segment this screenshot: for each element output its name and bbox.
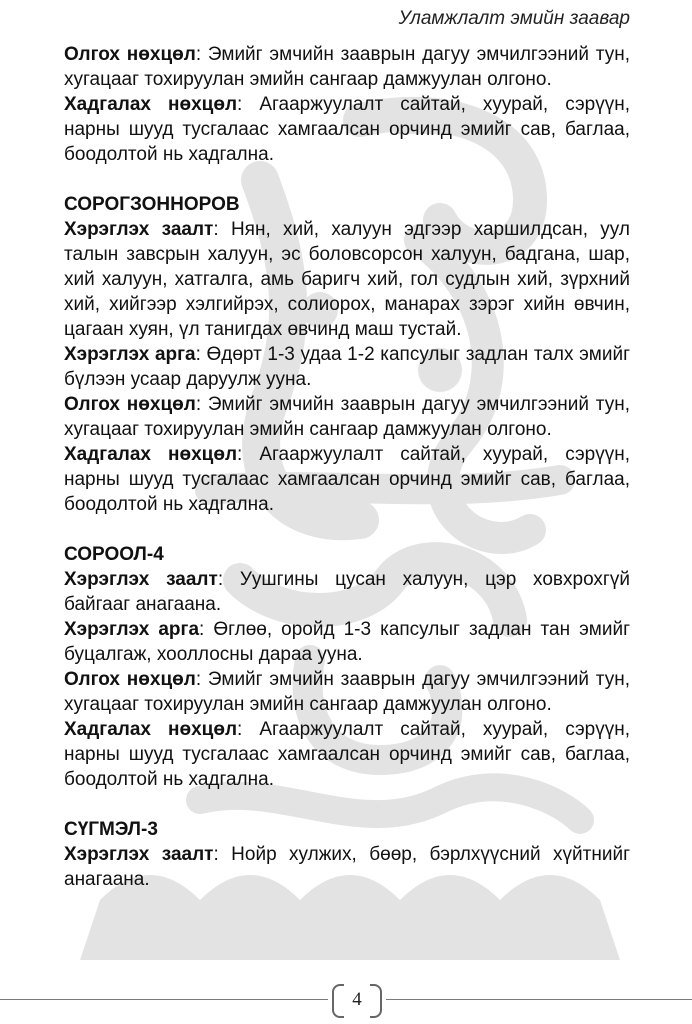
field-text: : Өглөө, оройд 1-3 капсулыг задлан тан эмийг буцалгаж, хооллосны дараа ууна. (64, 619, 631, 665)
field-text: : Агааржуулалт сайтай, хуурай, сэрүүн, нарны шууд тусгалаас хамгаалсан орчинд эмийг сав, баглаа, боодолтой нь хадгална. (64, 444, 630, 515)
footer-rule-right (386, 999, 692, 1000)
field-label: Хадгалах нөхцөл (64, 444, 238, 465)
running-header: Уламжлалт эмийн заавар (398, 8, 630, 29)
drug-dispensing (64, 392, 630, 442)
field-text: : Уушгины цусан халуун, цэр ховхрохгүй байгааг анагаана. (64, 569, 630, 615)
footer-rule-left (0, 999, 328, 1000)
field-label: Олгох нөхцөл (64, 669, 196, 690)
drug-section-sorogzonnorov (64, 192, 630, 517)
document-body (64, 42, 630, 892)
field-text: : Эмийг эмчийн зааврын дагуу эмчилгээний тун, хугацааг тохируулан эмийн сангаар дамжуулан олгоно. (64, 394, 630, 440)
page-number-box (330, 984, 384, 1016)
drug-storage (64, 717, 630, 792)
field-label: Хэрэглэх арга (64, 344, 196, 365)
field-label: Хэрэглэх заалт (64, 844, 214, 865)
field-text: : Өдөрт 1-3 удаа 1-2 капсулыг задлан талх эмийг бүлээн усаар даруулж ууна. (64, 344, 631, 390)
field-label: Хадгалах нөхцөл (64, 94, 238, 115)
drug-storage (64, 442, 630, 517)
drug-title: СОРООЛ-4 (64, 544, 164, 565)
section-gap (64, 517, 630, 542)
drug-usage (64, 617, 630, 667)
intro-dispensing (64, 42, 630, 92)
bracket-left-icon (332, 984, 344, 1018)
field-text: : Эмийг эмчийн зааврын дагуу эмчилгээний тун, хугацааг тохируулан эмийн сангаар дамжуулан олгоно. (64, 44, 630, 90)
page-number: 4 (352, 989, 362, 1010)
bracket-right-icon (370, 984, 382, 1018)
drug-usage (64, 342, 630, 392)
intro-storage (64, 92, 630, 167)
field-text: : Эмийг эмчийн зааврын дагуу эмчилгээний тун, хугацааг тохируулан эмийн сангаар дамжуулан олгоно. (64, 669, 630, 715)
field-label: Хадгалах нөхцөл (64, 719, 238, 740)
drug-indication (64, 567, 630, 617)
drug-indication (64, 217, 630, 342)
section-gap (64, 792, 630, 817)
field-label: Олгох нөхцөл (64, 394, 196, 415)
field-text: : Агааржуулалт сайтай, хуурай, сэрүүн, нарны шууд тусгалаас хамгаалсан орчинд эмийг сав, баглаа, боодолтой нь хадгална. (64, 719, 630, 790)
field-label: Хэрэглэх заалт (64, 219, 214, 240)
drug-title: СҮГМЭЛ-3 (64, 819, 158, 840)
field-text: : Нойр хулжих, бөөр, бэрлхүүсний хүйтнийг анагаана. (64, 844, 630, 890)
section-gap (64, 167, 630, 192)
drug-title: СОРОГЗОННОРОВ (64, 194, 240, 215)
drug-dispensing (64, 667, 630, 717)
drug-indication (64, 842, 630, 892)
field-label: Хэрэглэх заалт (64, 569, 218, 590)
field-label: Олгох нөхцөл (64, 44, 196, 65)
field-text: : Нян, хий, халуун эдгээр харшилдсан, уул талын завсрын халуун, эс боловсорсон халуун, бадгана, шар, хий халуун, хатгалга, амь баригч хий, гол судлын хий, зүрхний хий, хийгээр хэлгийрэх, солиорох, манарах зэрэг хийн өвчин, цагаан хуян, үл танигдах өвчинд маш тустай. (64, 219, 630, 340)
field-label: Хэрэглэх арга (64, 619, 200, 640)
field-text: : Агааржуулалт сайтай, хуурай, сэрүүн, нарны шууд тусгалаас хамгаалсан орчинд эмийг сав, баглаа, боодолтой нь хадгална. (64, 94, 630, 165)
drug-section-sugmel-3 (64, 817, 630, 892)
drug-section-sorool-4 (64, 542, 630, 792)
